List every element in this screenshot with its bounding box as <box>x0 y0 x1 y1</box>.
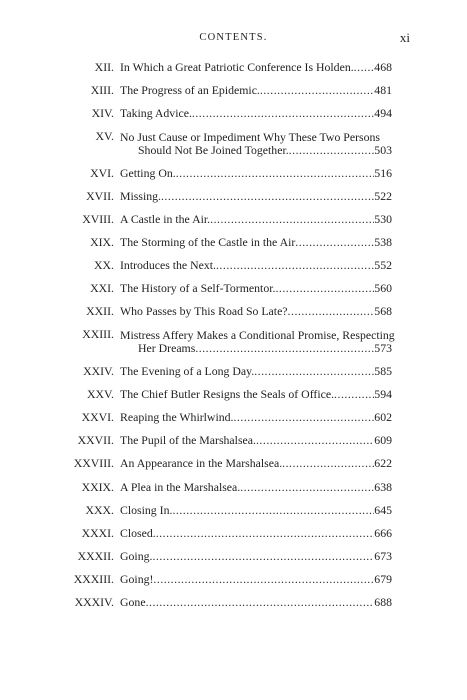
toc-entry <box>0 424 467 447</box>
page-number: xi <box>399 30 410 45</box>
chapter-page: 688 <box>374 594 392 609</box>
chapter-page: 609 <box>374 433 392 448</box>
chapter-number: XXVI. <box>81 410 114 425</box>
chapter-number: XIV. <box>91 106 114 121</box>
chapter-title-line2: Her Dreams <box>138 340 196 355</box>
chapter-number: XXIX. <box>81 479 114 494</box>
toc-entry <box>0 157 467 180</box>
toc-entry <box>0 226 467 249</box>
toc-entry <box>0 517 467 540</box>
dot-leader <box>153 573 374 586</box>
dot-leader <box>176 167 375 180</box>
chapter-page: 516 <box>374 165 392 180</box>
chapter-page: 552 <box>374 258 392 273</box>
toc-entry <box>0 318 467 355</box>
chapter-page: 522 <box>374 188 392 203</box>
chapter-title: In Which a Great Patriotic Conference Is Holden. <box>120 60 354 75</box>
chapter-number: XXX. <box>85 502 114 517</box>
chapter-title: Closed. <box>120 525 156 540</box>
chapter-number: XXVIII. <box>73 456 114 471</box>
chapter-number: XXI. <box>90 281 114 296</box>
chapter-number: XX. <box>94 258 114 273</box>
dot-leader <box>288 305 375 318</box>
toc-entry <box>0 401 467 424</box>
dot-leader <box>233 411 374 424</box>
chapter-number: XIX. <box>90 235 114 250</box>
chapter-number: XIII. <box>90 83 114 98</box>
chapter-title: Who Passes by This Road So Late? <box>120 304 288 319</box>
dot-leader <box>282 457 374 470</box>
chapter-number: XXXII. <box>77 548 114 563</box>
chapter-title: Reaping the Whirlwind. <box>120 410 234 425</box>
dot-leader <box>275 282 374 295</box>
running-head: CONTENTS. <box>199 32 268 43</box>
chapter-title-line1: Mistress Affery Makes a Conditional Promise, Respecting <box>120 327 395 342</box>
chapter-title: Going. <box>120 548 153 563</box>
chapter-page: 503 <box>374 142 392 157</box>
chapter-title: The Pupil of the Marshalsea. <box>120 433 256 448</box>
chapter-page: 594 <box>374 387 392 402</box>
chapter-page: 530 <box>374 212 392 227</box>
chapter-number: XXXIV. <box>74 594 114 609</box>
chapter-number: XXXI. <box>81 525 114 540</box>
chapter-title: Going! <box>120 571 154 586</box>
chapter-page: 602 <box>374 410 392 425</box>
chapter-page: 673 <box>374 548 392 563</box>
dot-leader <box>195 342 374 355</box>
chapter-title: Gone <box>120 594 146 609</box>
dot-leader <box>156 527 375 540</box>
dot-leader <box>254 365 374 378</box>
dot-leader <box>161 190 374 203</box>
dot-leader <box>172 504 374 517</box>
toc-entry <box>0 586 467 609</box>
chapter-page: 538 <box>374 235 392 250</box>
chapter-title: Taking Advice. <box>120 106 192 121</box>
toc-entry <box>0 51 467 74</box>
chapter-number: XXVII. <box>77 433 114 448</box>
toc-entry <box>0 272 467 295</box>
chapter-page: 645 <box>374 502 392 517</box>
chapter-page: 638 <box>374 479 392 494</box>
toc-entry <box>0 120 467 157</box>
table-of-contents <box>0 51 467 609</box>
chapter-number: XVIII. <box>82 212 114 227</box>
chapter-title: Introduces the Next. <box>120 258 216 273</box>
toc-entry <box>0 540 467 563</box>
chapter-title: The Progress of an Epidemic. <box>120 83 260 98</box>
chapter-number: XXII. <box>86 304 114 319</box>
chapter-number: XV. <box>95 129 114 144</box>
chapter-title-line1: No Just Cause or Impediment Why These Two Persons <box>120 129 380 144</box>
chapter-number: XXIV. <box>83 364 114 379</box>
dot-leader <box>334 388 374 401</box>
dot-leader <box>240 481 374 494</box>
chapter-page: 468 <box>374 60 392 75</box>
chapter-title: Getting On. <box>120 165 176 180</box>
chapter-title: An Appearance in the Marshalsea. <box>120 456 283 471</box>
toc-entry <box>0 74 467 97</box>
toc-entry <box>0 249 467 272</box>
chapter-number: XXIII. <box>82 327 114 342</box>
dot-leader <box>216 259 374 272</box>
chapter-title: A Plea in the Marshalsea. <box>120 479 241 494</box>
chapter-page: 568 <box>374 304 392 319</box>
dot-leader <box>152 550 374 563</box>
chapter-title: Missing. <box>120 188 161 203</box>
chapter-title: Closing In. <box>120 502 173 517</box>
chapter-title: The History of a Self-Tormentor. <box>120 281 276 296</box>
chapter-number: XVII. <box>86 188 114 203</box>
dot-leader <box>192 107 374 120</box>
chapter-number: XII. <box>94 60 114 75</box>
chapter-page: 622 <box>374 456 392 471</box>
chapter-title: The Storming of the Castle in the Air <box>120 235 296 250</box>
chapter-number: XXXIII. <box>73 571 114 586</box>
dot-leader <box>146 596 375 609</box>
chapter-page: 573 <box>374 340 392 355</box>
toc-entry <box>0 494 467 517</box>
chapter-page: 585 <box>374 364 392 379</box>
dot-leader <box>289 144 375 157</box>
dot-leader <box>210 213 374 226</box>
chapter-number: XVI. <box>90 165 114 180</box>
dot-leader <box>295 236 374 249</box>
dot-leader <box>260 84 374 97</box>
chapter-title: A Castle in the Air. <box>120 212 211 227</box>
dot-leader <box>256 434 374 447</box>
chapter-title: The Evening of a Long Day. <box>120 364 255 379</box>
dot-leader <box>354 61 375 74</box>
chapter-page: 679 <box>374 571 392 586</box>
toc-entry <box>0 563 467 586</box>
chapter-title: The Chief Butler Resigns the Seals of Office. <box>120 387 335 402</box>
toc-entry <box>0 470 467 493</box>
toc-entry <box>0 378 467 401</box>
chapter-page: 666 <box>374 525 392 540</box>
chapter-page: 494 <box>374 106 392 121</box>
toc-entry <box>0 447 467 470</box>
chapter-number: XXV. <box>87 387 114 402</box>
toc-entry <box>0 180 467 203</box>
toc-entry <box>0 97 467 120</box>
toc-entry <box>0 295 467 318</box>
chapter-title-line2: Should Not Be Joined Together. <box>138 142 289 157</box>
page-header <box>0 30 467 46</box>
chapter-page: 560 <box>374 281 392 296</box>
chapter-page: 481 <box>374 83 392 98</box>
toc-entry <box>0 203 467 226</box>
toc-entry <box>0 355 467 378</box>
